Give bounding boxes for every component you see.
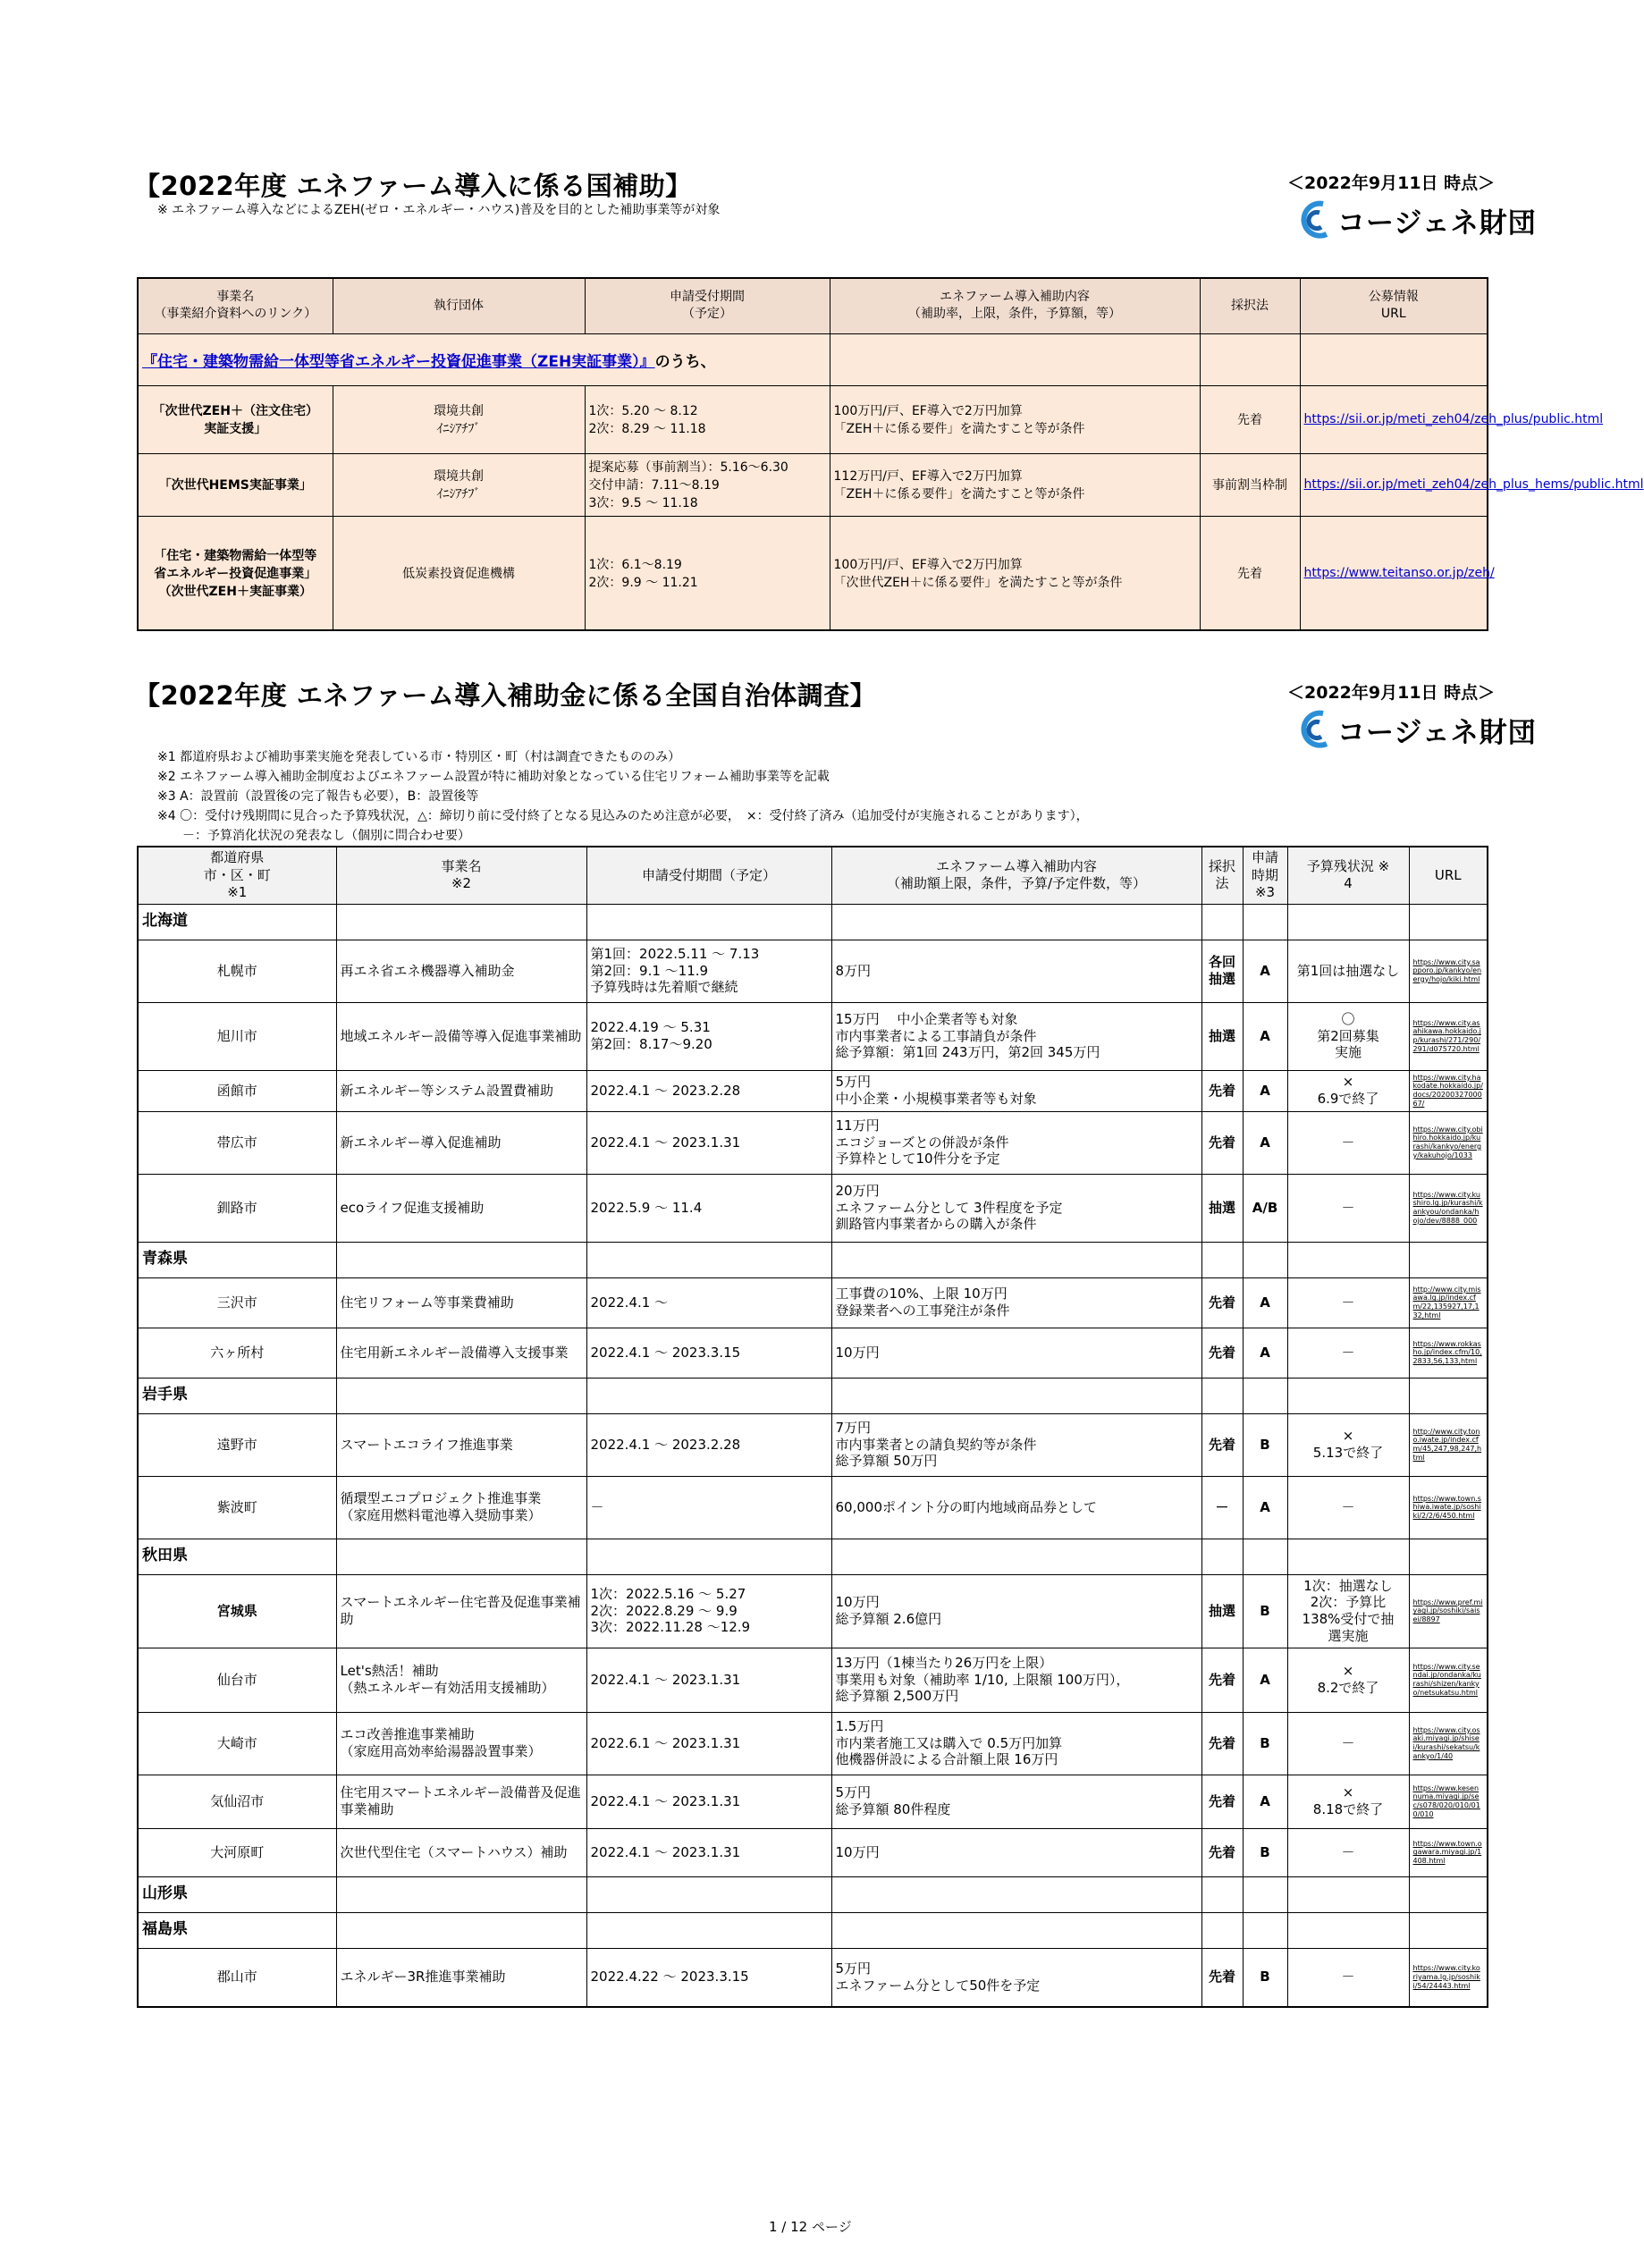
municipality-name: 大河原町	[138, 1828, 336, 1876]
timing: A	[1243, 1111, 1287, 1174]
note-2: ※2 エネファーム導入補助金制度およびエネファーム設置が特に補助対象となっている住宅リフォーム補助事業等を記載	[157, 770, 830, 784]
url-link[interactable]: https://www.city.asahikawa.hokkaido.jp/kurashi/271/290/291/d075720.html	[1409, 1002, 1488, 1070]
period: 2022.4.19 ～ 5.31 第2回：8.17～9.20	[586, 1002, 831, 1070]
budget-status: －	[1287, 1111, 1409, 1174]
municipality-name: 三沢市	[138, 1277, 336, 1328]
municipality-row	[138, 1948, 1488, 2007]
header-municipality: 都道府県 市・区・町 ※1	[138, 847, 336, 904]
section1-logo	[1296, 198, 1537, 241]
program-name: スマートエコライフ推進事業	[336, 1413, 586, 1476]
section2-as-of: ＜2022年9月11日 時点＞	[1287, 683, 1496, 703]
period: 2022.4.1 ～ 2023.1.31	[586, 1648, 831, 1712]
budget-status: －	[1287, 1712, 1409, 1775]
municipality-name: 札幌市	[138, 940, 336, 1002]
public-url-link[interactable]: https://sii.or.jp/meti_zeh04/zeh_plus/public.html	[1300, 385, 1488, 453]
header-url: 公募情報 URL	[1300, 278, 1488, 333]
period: 1次：5.20 ～ 8.12 2次：8.29 ～ 11.18	[585, 385, 830, 453]
timing: A	[1243, 1476, 1287, 1539]
timing: B	[1243, 1712, 1287, 1775]
timing: A	[1243, 940, 1287, 1002]
content: 5万円 中小企業・小規模事業者等も対象	[831, 1070, 1201, 1111]
municipality-row	[138, 1828, 1488, 1876]
municipality-name: 郡山市	[138, 1948, 336, 2007]
prefecture-row	[138, 1876, 1488, 1912]
budget-status: －	[1287, 1948, 1409, 2007]
org-name: 低炭素投資促進機構	[333, 516, 585, 630]
header-method: 採択法	[1200, 278, 1300, 333]
header-method: 採択 法	[1201, 847, 1243, 904]
content: 15万円 中小企業者等も対象 市内事業者による工事請負が条件 総予算額：第1回 243万円，第2回 345万円	[831, 1002, 1201, 1070]
national-row	[138, 385, 1488, 453]
national-row	[138, 516, 1488, 630]
prefecture-name: 山形県	[138, 1876, 336, 1912]
budget-status: 第1回は抽選なし	[1287, 940, 1409, 1002]
municipality-name: 六ヶ所村	[138, 1328, 336, 1378]
content: 1.5万円 市内業者施工又は購入で 0.5万円加算 他機器併設による合計額上限 16万円	[831, 1712, 1201, 1775]
prefecture-row	[138, 1912, 1488, 1948]
url-link[interactable]: https://www.city.obihiro.hokkaido.jp/kurashi/kankyo/energy/kakuhojo/1033	[1409, 1111, 1488, 1174]
method: 先着	[1200, 385, 1300, 453]
program-name: 次世代型住宅（スマートハウス）補助	[336, 1828, 586, 1876]
header-timing: 申請 時期 ※3	[1243, 847, 1287, 904]
budget-status: × 5.13で終了	[1287, 1413, 1409, 1476]
budget-status: －	[1287, 1476, 1409, 1539]
period: 2022.6.1 ～ 2023.1.31	[586, 1712, 831, 1775]
section1-title: 【2022年度 エネファーム導入に係る国補助】	[134, 171, 692, 201]
program-name: エコ改善推進事業補助 （家庭用高効率給湯器設置事業）	[336, 1712, 586, 1775]
program-name: 「次世代ZEH＋（注文住宅） 実証支援」	[138, 385, 333, 453]
municipality-row	[138, 1476, 1488, 1539]
method: 抽選	[1201, 1174, 1243, 1242]
municipality-row	[138, 1070, 1488, 1111]
prefecture-name: 福島県	[138, 1912, 336, 1948]
content: 100万円/戸、EF導入で2万円加算 「次世代ZEH＋に係る要件」を満たすこと等が条件	[830, 516, 1200, 630]
municipality-name: 遠野市	[138, 1413, 336, 1476]
municipality-row	[138, 1002, 1488, 1070]
prefecture-name: 秋田県	[138, 1539, 336, 1574]
note-4: ※4 〇：受付け残期間に見合った予算残状況，△：締切り前に受付終了となる見込みのため注意が必要， ×：受付終了済み（追加受付が実施されることがあります），	[157, 809, 1089, 823]
timing: B	[1243, 1948, 1287, 2007]
method: 抽選	[1201, 1574, 1243, 1648]
budget-status: × 6.9で終了	[1287, 1070, 1409, 1111]
program-name: スマートエネルギー住宅普及促進事業補助	[336, 1574, 586, 1648]
period: 2022.4.1 ～	[586, 1277, 831, 1328]
period: 第1回：2022.5.11 ～ 7.13 第2回：9.1 ～11.9 予算残時は先着順で継続	[586, 940, 831, 1002]
municipality-name: 気仙沼市	[138, 1775, 336, 1828]
section2-logo	[1296, 708, 1537, 751]
municipality-name: 仙台市	[138, 1648, 336, 1712]
municipality-row	[138, 1413, 1488, 1476]
program-name: 住宅用スマートエネルギー設備普及促進事業補助	[336, 1775, 586, 1828]
municipality-row	[138, 1111, 1488, 1174]
budget-status: × 8.18で終了	[1287, 1775, 1409, 1828]
municipality-row	[138, 1277, 1488, 1328]
public-url-link[interactable]: https://www.teitanso.or.jp/zeh/	[1300, 516, 1488, 630]
content: 5万円 エネファーム分として50件を予定	[831, 1948, 1201, 2007]
url-link[interactable]: https://www.city.kushiro.lg.jp/kurashi/kankyou/ondanka/hojo/dev/8888_000	[1409, 1174, 1488, 1242]
program-name: 住宅用新エネルギー設備導入支援事業	[336, 1328, 586, 1378]
content: 11万円 エコジョーズとの併設が条件 予算枠として10件分を予定	[831, 1111, 1201, 1174]
municipality-name: 宮城県	[138, 1574, 336, 1648]
timing: A	[1243, 1002, 1287, 1070]
method: 事前割当枠制	[1200, 453, 1300, 516]
content: 13万円（1棟当たり26万円を上限） 事業用も対象（補助率 1/10, 上限額 100万円）， 総予算額 2,500万円	[831, 1648, 1201, 1712]
timing: A	[1243, 1328, 1287, 1378]
period: 2022.4.1 ～ 2023.1.31	[586, 1775, 831, 1828]
budget-status: －	[1287, 1174, 1409, 1242]
national-row	[138, 453, 1488, 516]
municipality-row	[138, 1775, 1488, 1828]
method: 抽選	[1201, 1002, 1243, 1070]
municipality-name: 大崎市	[138, 1712, 336, 1775]
method: 先着	[1201, 1775, 1243, 1828]
section1-logo-text: コージェネ財団	[1337, 207, 1537, 240]
method: 先着	[1201, 1948, 1243, 2007]
prefecture-row	[138, 1242, 1488, 1277]
content: 112万円/戸、EF導入で2万円加算 「ZEH＋に係る要件」を満たすこと等が条件	[830, 453, 1200, 516]
url-link[interactable]: https://www.town.ogawara.miyagi.jp/1408.html	[1409, 1828, 1488, 1876]
public-url-link[interactable]: https://sii.or.jp/meti_zeh04/zeh_plus_hems/public.html	[1300, 453, 1488, 516]
municipality-row	[138, 940, 1488, 1002]
timing: A/B	[1243, 1174, 1287, 1242]
municipality-row	[138, 1712, 1488, 1775]
method: 先着	[1201, 1070, 1243, 1111]
municipality-name: 旭川市	[138, 1002, 336, 1070]
program-name: 「次世代HEMS実証事業」	[138, 453, 333, 516]
prefecture-name: 北海道	[138, 904, 336, 940]
timing: A	[1243, 1070, 1287, 1111]
content: 7万円 市内事業者との請負契約等が条件 総予算額 50万円	[831, 1413, 1201, 1476]
note-5: －：予算消化状況の発表なし（個別に問合わせ要）	[157, 829, 470, 843]
national-subsidy-table	[137, 277, 1644, 631]
url-link[interactable]: https://www.city.hakodate.hokkaido.jp/docs/2020032700067/	[1409, 1070, 1488, 1111]
period: 1次：6.1～8.19 2次：9.9 ～ 11.21	[585, 516, 830, 630]
section1-note: ※ エネファーム導入などによるZEH(ゼロ・エネルギー・ハウス)普及を目的とした補助事業等が対象	[157, 203, 721, 217]
program-name: ecoライフ促進支援補助	[336, 1174, 586, 1242]
municipality-row	[138, 1574, 1488, 1648]
municipality-row	[138, 1648, 1488, 1712]
timing: B	[1243, 1413, 1287, 1476]
municipality-row	[138, 1328, 1488, 1378]
period: 2022.4.1 ～ 2023.2.28	[586, 1070, 831, 1111]
prefecture-row	[138, 1378, 1488, 1413]
url-link[interactable]: https://www.rokkasho.jp/index.cfm/10,2833,56,133,html	[1409, 1328, 1488, 1378]
content: 100万円/戸、EF導入で2万円加算 「ZEH＋に係る要件」を満たすこと等が条件	[830, 385, 1200, 453]
timing: A	[1243, 1648, 1287, 1712]
program-name: 再エネ省エネ機器導入補助金	[336, 940, 586, 1002]
period: 2022.4.1 ～ 2023.1.31	[586, 1828, 831, 1876]
period: 提案応募（事前割当）：5.16～6.30 交付申請：7.11～8.19 3次：9.5 ～ 11.18	[585, 453, 830, 516]
municipality-name: 釧路市	[138, 1174, 336, 1242]
program-name: エネルギー3R推進事業補助	[336, 1948, 586, 2007]
prefecture-row	[138, 1539, 1488, 1574]
program-name: 新エネルギー等システム設置費補助	[336, 1070, 586, 1111]
url-link[interactable]: https://www.city.sapporo.jp/kankyo/energy/hojo/kiki.html	[1409, 940, 1488, 1002]
header-url: URL	[1409, 847, 1488, 904]
url-link[interactable]: https://www.city.koriyama.lg.jp/soshiki/54/24443.html	[1409, 1948, 1488, 2007]
header-program: 事業名 ※2	[336, 847, 586, 904]
cogen-logo-icon	[1296, 198, 1334, 241]
budget-status: －	[1287, 1828, 1409, 1876]
content: 20万円 エネファーム分として 3件程度を予定 釧路管内事業者からの購入が条件	[831, 1174, 1201, 1242]
section2-title: 【2022年度 エネファーム導入補助金に係る全国自治体調査】	[134, 680, 877, 711]
page-number: 1 / 12 ページ	[769, 2219, 852, 2235]
header-content: エネファーム導入補助内容 （補助額上限，条件，予算/予定件数，等）	[831, 847, 1201, 904]
municipality-name: 函館市	[138, 1070, 336, 1111]
period: 2022.4.1 ～ 2023.2.28	[586, 1413, 831, 1476]
note-1: ※1 都道府県および補助事業実施を発表している市・特別区・町（村は調査できたもののみ）	[157, 750, 681, 764]
section2-notes	[157, 747, 1089, 846]
group-label	[138, 333, 830, 385]
timing: B	[1243, 1828, 1287, 1876]
header-budget: 予算残状況 ※ 4	[1287, 847, 1409, 904]
url-link[interactable]: https://www.town.shiwa.iwate.jp/soshiki/2/2/6/450.html	[1409, 1476, 1488, 1539]
method: 先着	[1201, 1648, 1243, 1712]
program-name: 新エネルギー導入促進補助	[336, 1111, 586, 1174]
header-period: 申請受付期間（予定）	[586, 847, 831, 904]
zeh-program-link[interactable]: 『住宅・建築物需給一体型等省エネルギー投資促進事業（ZEH実証事業）』	[142, 352, 655, 371]
method: 先着	[1200, 516, 1300, 630]
header-program: 事業名 （事業紹介資料へのリンク）	[138, 278, 333, 333]
prefecture-name: 岩手県	[138, 1378, 336, 1413]
program-name: 住宅リフォーム等事業費補助	[336, 1277, 586, 1328]
content: 8万円	[831, 940, 1201, 1002]
url-link[interactable]: http://www.city.misawa.lg.jp/index.cfm/22,135927,17,132,html	[1409, 1277, 1488, 1328]
period: －	[586, 1476, 831, 1539]
method: 先着	[1201, 1712, 1243, 1775]
municipal-subsidy-table	[137, 846, 1488, 2008]
program-name: 循環型エコプロジェクト推進事業 （家庭用燃料電池導入奨励事業）	[336, 1476, 586, 1539]
header-period: 申請受付期間 （予定）	[585, 278, 830, 333]
timing: A	[1243, 1277, 1287, 1328]
content: 5万円 総予算額 80件程度	[831, 1775, 1201, 1828]
method: 先着	[1201, 1277, 1243, 1328]
prefecture-row	[138, 904, 1488, 940]
budget-status: 〇 第2回募集 実施	[1287, 1002, 1409, 1070]
municipality-name: 紫波町	[138, 1476, 336, 1539]
program-name: 「住宅・建築物需給一体型等 省エネルギー投資促進事業」 （次世代ZEH＋実証事業）	[138, 516, 333, 630]
program-name: Let's熱活！補助 （熱エネルギー有効活用支援補助）	[336, 1648, 586, 1712]
content: 10万円	[831, 1828, 1201, 1876]
method: 先着	[1201, 1413, 1243, 1476]
note-3: ※3 A：設置前（設置後の完了報告も必要），B：設置後等	[157, 789, 479, 804]
url-link[interactable]: https://www.city.osaki.miyagi.jp/shisei/kurashi/sekatsu/kankyo/1/40	[1409, 1712, 1488, 1775]
cogen-logo-icon	[1296, 708, 1334, 751]
timing: B	[1243, 1574, 1287, 1648]
content: 60,000ポイント分の町内地域商品券として	[831, 1476, 1201, 1539]
budget-status: 1次：抽選なし 2次：予算比 138%受付で抽 選実施	[1287, 1574, 1409, 1648]
period: 2022.4.22 ～ 2023.3.15	[586, 1948, 831, 2007]
header-org: 執行団体	[333, 278, 585, 333]
method: －	[1201, 1476, 1243, 1539]
content: 工事費の10%、上限 10万円 登録業者への工事発注が条件	[831, 1277, 1201, 1328]
org-name: 環境共創 ｲﾆｼｱﾁﾌﾞ	[333, 453, 585, 516]
group-label-suffix: のうち、	[654, 352, 716, 371]
url-link[interactable]: https://www.kesennuma.miyagi.jp/sec/s078/020/010/010/010	[1409, 1775, 1488, 1828]
period: 1次：2022.5.16 ～ 5.27 2次：2022.8.29 ～ 9.9 3次：2022.11.28 ～12.9	[586, 1574, 831, 1648]
url-link[interactable]: https://www.pref.miyagi.jp/soshiki/saisei/8897	[1409, 1574, 1488, 1648]
method: 先着	[1201, 1828, 1243, 1876]
url-link[interactable]: http://www.city.tono.iwate.jp/index.cfm/45,247,98,247,html	[1409, 1413, 1488, 1476]
timing: A	[1243, 1775, 1287, 1828]
period: 2022.5.9 ～ 11.4	[586, 1174, 831, 1242]
period: 2022.4.1 ～ 2023.1.31	[586, 1111, 831, 1174]
section2-logo-text: コージェネ財団	[1337, 716, 1537, 749]
org-name: 環境共創 ｲﾆｼｱﾁﾌﾞ	[333, 385, 585, 453]
method: 各回 抽選	[1201, 940, 1243, 1002]
content: 10万円	[831, 1328, 1201, 1378]
section1-as-of: ＜2022年9月11日 時点＞	[1287, 173, 1496, 193]
method: 先着	[1201, 1328, 1243, 1378]
program-name: 地域エネルギー設備等導入促進事業補助	[336, 1002, 586, 1070]
municipality-name: 帯広市	[138, 1111, 336, 1174]
header-content: エネファーム導入補助内容 （補助率，上限，条件，予算額，等）	[830, 278, 1200, 333]
prefecture-name: 青森県	[138, 1242, 336, 1277]
municipality-row	[138, 1174, 1488, 1242]
budget-status: －	[1287, 1328, 1409, 1378]
budget-status: －	[1287, 1277, 1409, 1328]
period: 2022.4.1 ～ 2023.3.15	[586, 1328, 831, 1378]
url-link[interactable]: https://www.city.sendai.jp/ondanka/kurashi/shizen/kankyo/netsukatsu.html	[1409, 1648, 1488, 1712]
budget-status: × 8.2で終了	[1287, 1648, 1409, 1712]
content: 10万円 総予算額 2.6億円	[831, 1574, 1201, 1648]
method: 先着	[1201, 1111, 1243, 1174]
